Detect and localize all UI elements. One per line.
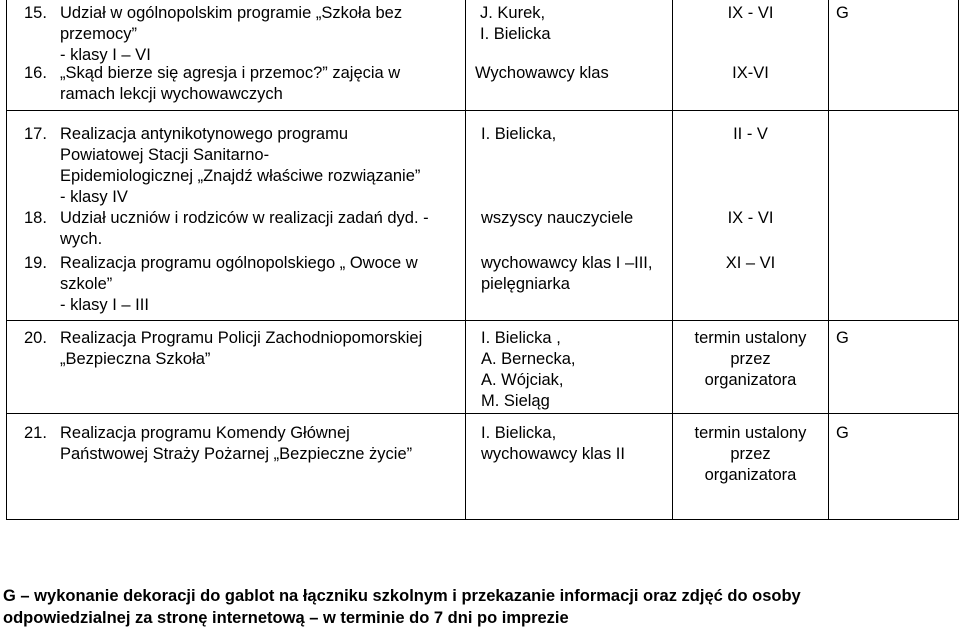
row-classes: II - V bbox=[733, 125, 768, 143]
table-border-left bbox=[6, 0, 7, 520]
row-responsible: Wychowawcy klas bbox=[475, 64, 609, 82]
row-description: „Skąd bierze się agresja i przemoc?” zajęcia w ramach lekcji wychowawczych bbox=[60, 64, 401, 103]
row-classes: termin ustalony przez organizatora bbox=[694, 329, 807, 389]
row-classes: XI – VI bbox=[725, 254, 776, 272]
row-number: 16. bbox=[24, 64, 47, 82]
footer-note bbox=[3, 585, 801, 629]
row-number: 15. bbox=[24, 4, 47, 22]
footer-line-1: G – wykonanie dekoracji do gablot na łączniku szkolnym i przekazanie informacji oraz zdjęć do osoby bbox=[3, 587, 801, 605]
row-number: 19. bbox=[24, 254, 47, 272]
row-number: 17. bbox=[24, 125, 47, 143]
row-description: Realizacja programu Komendy Głównej Państwowej Straży Pożarnej „Bezpieczne życie” bbox=[60, 424, 413, 463]
table-border-bottom bbox=[6, 519, 959, 520]
row-responsible: I. Bielicka , A. Bernecka, A. Wójciak, M. Sieląg bbox=[481, 329, 576, 410]
row-divider bbox=[6, 320, 959, 321]
row-description: Realizacja Programu Policji Zachodniopomorskiej „Bezpieczna Szkoła” bbox=[60, 329, 423, 368]
row-classes: IX - VI bbox=[727, 209, 774, 227]
row-responsible: J. Kurek, I. Bielicka bbox=[480, 4, 551, 43]
row-classes: termin ustalony przez organizatora bbox=[694, 424, 807, 484]
row-classes: IX - VI bbox=[727, 4, 774, 22]
row-mark: G bbox=[836, 424, 849, 442]
row-description: Udział uczniów i rodziców w realizacji zadań dyd. - wych. bbox=[60, 209, 429, 248]
row-responsible: I. Bielicka, bbox=[481, 125, 557, 143]
column-divider bbox=[828, 0, 829, 520]
footer-line-2: odpowiedzialnej za stronę internetową – w terminie do 7 dni po imprezie bbox=[3, 609, 569, 627]
row-number: 18. bbox=[24, 209, 47, 227]
row-divider bbox=[6, 110, 959, 111]
row-number: 21. bbox=[24, 424, 47, 442]
row-mark: G bbox=[836, 4, 849, 22]
table-border-right bbox=[958, 0, 959, 520]
row-number: 20. bbox=[24, 329, 47, 347]
row-mark: G bbox=[836, 329, 849, 347]
row-responsible: wychowawcy klas I –III, pielęgniarka bbox=[481, 254, 653, 293]
row-description: Realizacja antynikotynowego programu Powiatowej Stacji Sanitarno- Epidemiologicznej „Znajdź właściwe rozwiązanie” - klasy IV bbox=[60, 125, 421, 206]
row-description: Realizacja programu ogólnopolskiego „ Owoce w szkole” - klasy I – III bbox=[60, 254, 418, 314]
row-responsible: I. Bielicka, wychowawcy klas II bbox=[481, 424, 625, 463]
column-divider bbox=[465, 0, 466, 520]
row-responsible: wszyscy nauczyciele bbox=[481, 209, 634, 227]
row-divider bbox=[6, 413, 959, 414]
row-classes: IX-VI bbox=[732, 64, 769, 82]
row-description: Udział w ogólnopolskim programie „Szkoła bez przemocy” - klasy I – VI bbox=[60, 4, 403, 64]
